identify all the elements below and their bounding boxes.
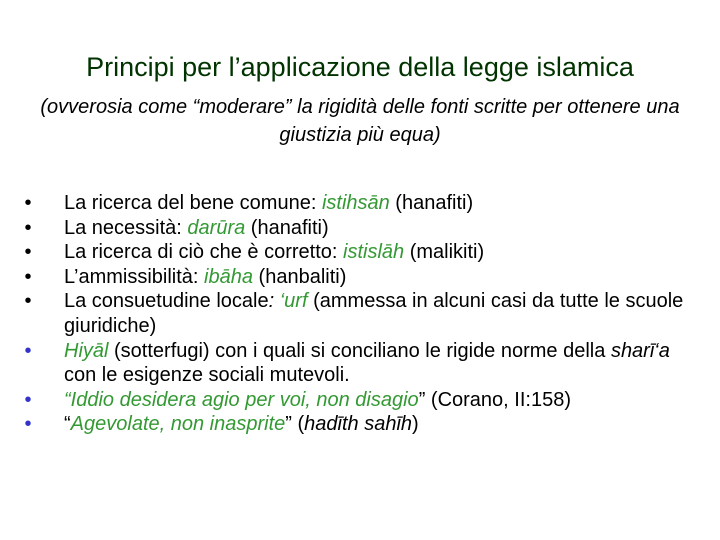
item-text: (ammessa in alcuni casi da tutte le scuole giuridiche) <box>64 290 684 337</box>
bullet-icon: • <box>24 192 32 214</box>
item-text: : <box>268 290 280 313</box>
bullet-icon: • <box>24 241 32 264</box>
item-quote: Agevolate, non inasprite <box>70 413 286 436</box>
bullet-icon: • <box>24 216 32 239</box>
item-term: sharī‘a <box>610 339 670 362</box>
item-term: hadīth sahīh <box>304 413 413 436</box>
item-text: ” (Corano, II:158) <box>418 388 571 411</box>
bullet-icon: • <box>24 388 32 411</box>
list-item <box>22 191 702 216</box>
list-item <box>22 240 702 265</box>
list-item <box>22 216 702 241</box>
bullet-list <box>22 191 702 437</box>
item-text: con le esigenze sociali mutevoli. <box>64 364 350 387</box>
item-text: (sotterfugi) con i quali si conciliano le rigide norme della <box>108 339 611 362</box>
item-term: ‘urf <box>279 290 308 313</box>
item-text: La consuetudine locale <box>64 290 269 313</box>
bullet-icon: • <box>24 413 32 436</box>
item-text: La necessità: <box>64 216 188 239</box>
item-quote: “Iddio desidera agio per voi, non disagio <box>64 388 419 411</box>
list-item <box>22 265 702 290</box>
item-text: (hanafiti) <box>245 216 329 239</box>
list-item <box>22 388 702 413</box>
bullet-icon: • <box>24 290 32 313</box>
item-text: La ricerca di ciò che è corretto: <box>64 241 344 264</box>
list-item <box>22 339 702 388</box>
item-text: (hanafiti) <box>389 192 474 214</box>
item-text: La ricerca del bene comune: <box>64 192 322 214</box>
list-item <box>22 412 702 437</box>
item-term: istislāh <box>343 241 405 264</box>
item-term: ibāha <box>204 265 253 288</box>
bullet-icon: • <box>24 339 32 362</box>
item-text: L’ammissibilità: <box>64 265 205 288</box>
slide-subtitle: (ovverosia come “moderare” la rigidità delle fonti scritte per ottenere una giustizia più equa) <box>40 96 680 146</box>
list-item <box>22 289 702 338</box>
item-term: istihsān <box>321 192 390 214</box>
slide-title: Principi per l’applicazione della legge islamica <box>86 52 634 82</box>
bullet-icon: • <box>24 265 32 288</box>
item-term: Hiyāl <box>64 339 109 362</box>
item-text: “ <box>64 413 71 436</box>
item-text: ) <box>412 413 419 436</box>
item-term: darūra <box>187 216 246 239</box>
item-text: (hanbaliti) <box>252 265 347 288</box>
item-text: ” ( <box>285 413 305 436</box>
item-text: (malikiti) <box>404 241 485 264</box>
